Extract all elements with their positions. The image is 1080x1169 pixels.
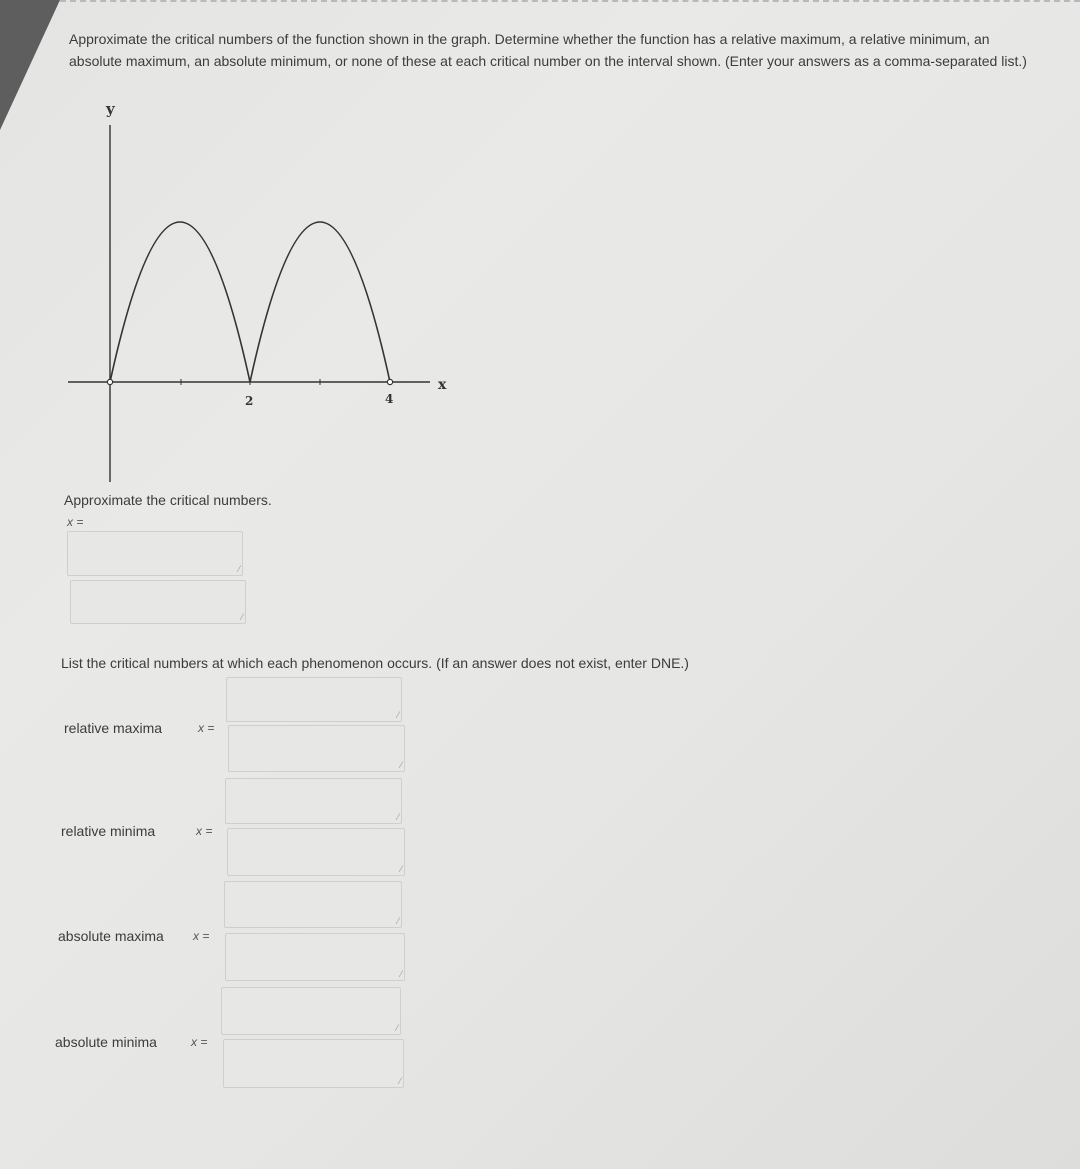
absolute-minima-x-eq: x = [191,1035,208,1049]
absolute-maxima-input-2[interactable] [225,933,405,981]
relative-maxima-x-eq: x = [198,721,215,735]
absolute-maxima-input-1[interactable] [224,881,402,928]
relative-maxima-input-2[interactable] [228,725,405,772]
left-endpoint [107,379,112,384]
relative-minima-label: relative minima [61,823,156,839]
resize-grip-icon: ⁄ [397,812,399,822]
resize-grip-icon: ⁄ [399,1076,401,1086]
right-endpoint [387,379,392,384]
function-graph [0,0,1080,500]
function-curve [110,222,390,382]
y-axis-label: y [106,100,115,118]
absolute-minima-input-1[interactable] [221,987,401,1035]
resize-grip-icon: ⁄ [397,710,399,720]
absolute-minima-label: absolute minima [55,1034,157,1050]
approx-prompt: Approximate the critical numbers. [64,492,272,508]
x-axis-label: x [438,377,447,393]
relative-minima-x-eq: x = [196,824,213,838]
resize-grip-icon: ⁄ [238,564,240,574]
resize-grip-icon: ⁄ [397,916,399,926]
resize-grip-icon: ⁄ [396,1023,398,1033]
critical-x-eq-label: x = [67,515,84,529]
critical-numbers-input-1[interactable] [67,531,243,576]
absolute-maxima-x-eq: x = [193,929,210,943]
x-tick-label-2: 2 [245,394,254,408]
resize-grip-icon: ⁄ [241,612,243,622]
relative-maxima-input-1[interactable] [226,677,402,722]
x-tick-label-4: 4 [385,392,394,406]
list-prompt: List the critical numbers at which each phenomenon occurs. (If an answer does not exist, enter DNE.) [61,655,689,671]
absolute-minima-input-2[interactable] [223,1039,404,1088]
relative-maxima-label: relative maxima [64,720,163,736]
absolute-maxima-label: absolute maxima [58,928,164,944]
resize-grip-icon: ⁄ [400,864,402,874]
relative-minima-input-1[interactable] [225,778,402,824]
critical-numbers-input-2[interactable] [70,580,246,624]
relative-minima-input-2[interactable] [227,828,405,876]
resize-grip-icon: ⁄ [400,969,402,979]
question-text: Approximate the critical numbers of the function shown in the graph. Determine whether the function has a relative maximum, a relative minimum, an absolute maximum, an absolute minimum, or none of these at each critical number on the interval shown. (Enter your answers as a comma-separated list.) [69,31,1027,69]
resize-grip-icon: ⁄ [400,760,402,770]
